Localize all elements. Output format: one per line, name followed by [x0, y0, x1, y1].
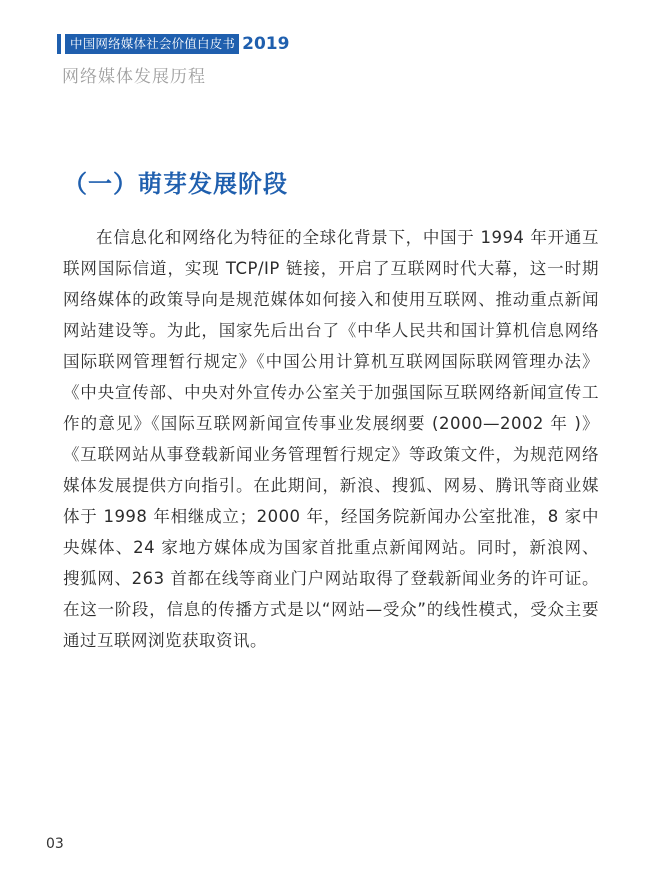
- running-header: [57, 34, 289, 54]
- header-accent-bar: [57, 34, 61, 54]
- header-year: 2019: [242, 34, 290, 54]
- header-subtitle: 网络媒体发展历程: [62, 67, 206, 87]
- page-number: 03: [46, 836, 64, 852]
- header-badge: 中国网络媒体社会价值白皮书: [65, 34, 239, 54]
- section-title: （一）萌芽发展阶段: [63, 170, 288, 198]
- body-paragraph: 在信息化和网络化为特征的全球化背景下，中国于 1994 年开通互联网国际信道，实现 TCP/IP 链接，开启了互联网时代大幕，这一时期网络媒体的政策导向是规范媒体如何接入和使用互联网、推动重点新闻网站建设等。为此，国家先后出台了《中华人民共和国计算机信息网络国际联网管理暂行规定》《中国公用计算机互联网国际联网管理办法》《中央宣传部、中央对外宣传办公室关于加强国际互联网络新闻宣传工作的意见》《国际互联网新闻宣传事业发展纲要 (2000—2002 年 )》《互联网站从事登载新闻业务管理暂行规定》等政策文件，为规范网络媒体发展提供方向指引。在此期间，新浪、搜狐、网易、腾讯等商业媒体于 1998 年相继成立；2000 年，经国务院新闻办公室批准，8 家中央媒体、24 家地方媒体成为国家首批重点新闻网站。同时，新浪网、搜狐网、263 首都在线等商业门户网站取得了登载新闻业务的许可证。在这一阶段，信息的传播方式是以“网站—受众”的线性模式，受众主要通过互联网浏览获取资讯。: [63, 228, 599, 650]
